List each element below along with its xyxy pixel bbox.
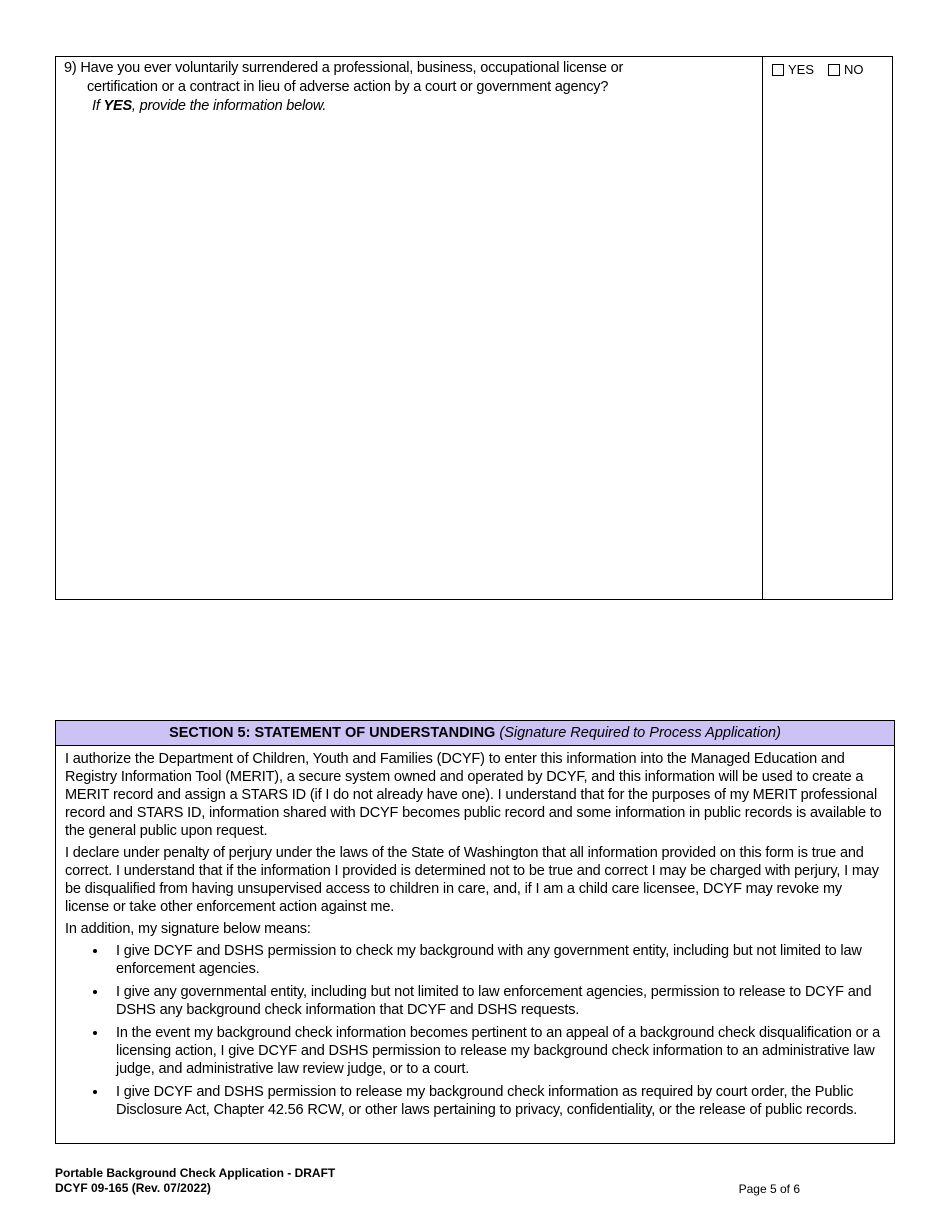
note-bold: YES <box>103 98 132 114</box>
yes-checkbox[interactable] <box>772 64 784 76</box>
no-checkbox[interactable] <box>828 64 840 76</box>
section-5-box <box>55 720 895 1144</box>
form-title: Portable Background Check Application - DRAFT <box>55 1166 336 1180</box>
list-item: • I give any governmental entity, including but not limited to law enforcement agencies, permission to release to DCYF and DSHS any background check information that DCYF and DSHS requests. <box>108 983 885 1019</box>
question-line-2: certification or a contract in lieu of adverse action by a court or government agency? <box>87 79 609 95</box>
paragraph-authorization: I authorize the Department of Children, Youth and Families (DCYF) to enter this information into the Managed Education and Registry Information Tool (MERIT), a secure system owned and operated by DCYF, and this information will be used to create a MERIT record and assign a STARS ID (if I do not already have one). I understand that for the purposes of my MERIT professional record and STARS ID, information shared with DCYF becomes public record and some information in public records is available to the general public upon request. <box>65 751 882 839</box>
paragraph-perjury: I declare under penalty of perjury under the laws of the State of Washington that all information provided on this form is true and correct. I understand that if the information I provided is determined not to be true and correct I may be charged with perjury, I may be disqualified from having unsupervised access to children in care, and, if I am a child care licensee, DCYF may revoke my license or take other enforcement action against me. <box>65 845 879 915</box>
yes-no-options <box>772 62 864 77</box>
question-9-box <box>55 56 893 600</box>
list-item: • In the event my background check information becomes pertinent to an appeal of a background check disqualification or a licensing action, I give DCYF and DSHS permission to release my background check information to an administrative law judge, and administrative law review judge, or to a court. <box>108 1024 885 1078</box>
section-5-body <box>56 746 894 1119</box>
list-item: • I give DCYF and DSHS permission to check my background with any government entity, including but not limited to law enforcement agencies. <box>108 942 885 978</box>
note-suffix: , provide the information below. <box>131 98 327 114</box>
question-9-text <box>64 59 744 116</box>
question-number: 9) <box>64 60 77 76</box>
no-option[interactable] <box>828 62 864 77</box>
question-note <box>64 97 744 116</box>
yes-option[interactable] <box>772 62 814 77</box>
list-item: • I give DCYF and DSHS permission to release my background check information as required by court order, the Public Disclosure Act, Chapter 42.56 RCW, or other laws pertaining to privacy, confidentiality, or the release of public records. <box>108 1083 885 1119</box>
section-subtitle: (Signature Required to Process Application) <box>499 725 781 741</box>
no-label: NO <box>844 62 864 77</box>
paragraph-signature-means: In addition, my signature below means: <box>65 921 311 937</box>
question-line-1: Have you ever voluntarily surrendered a professional, business, occupational license or <box>80 60 624 76</box>
section-5-header <box>56 721 894 746</box>
column-divider <box>762 57 763 599</box>
permissions-list <box>65 942 885 1119</box>
section-title: SECTION 5: STATEMENT OF UNDERSTANDING <box>169 725 496 741</box>
footer <box>55 1166 335 1196</box>
page-number: Page 5 of 6 <box>738 1182 800 1196</box>
note-prefix: If <box>92 98 104 114</box>
yes-label: YES <box>788 62 815 77</box>
form-number: DCYF 09-165 (Rev. 07/2022) <box>55 1181 211 1195</box>
